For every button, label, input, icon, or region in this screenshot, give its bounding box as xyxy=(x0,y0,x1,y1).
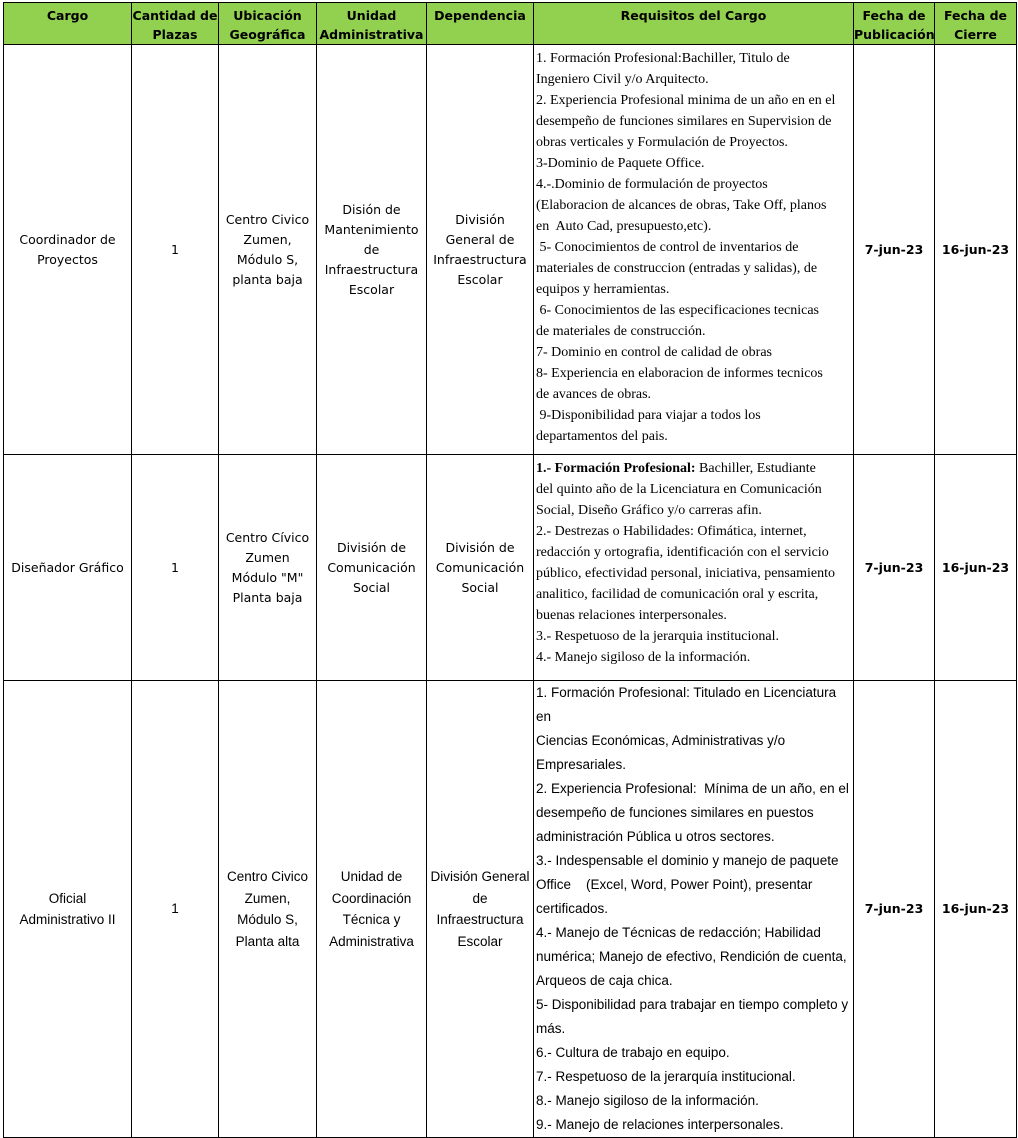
requisitos-line: del quinto año de la Licenciatura en Comunicación xyxy=(536,482,822,497)
cargo-cell: Oficial Administrativo II xyxy=(4,681,132,1138)
requisitos-line: 7.- Respetuoso de la jerarquía institucional. xyxy=(536,1069,796,1084)
header-publicacion: Fecha de Publicación xyxy=(854,3,935,45)
requisitos-line: analitico, facilidad de comunicación oral y escrita, xyxy=(536,587,819,602)
requisitos-line: 3.- Respetuoso de la jerarquia institucional. xyxy=(536,629,779,644)
requisitos-line: 2. Experiencia Profesional: Mínima de un año, en el xyxy=(536,781,849,796)
requisitos-line: 8- Experiencia en elaboracion de informes tecnicos xyxy=(536,366,823,381)
table-row xyxy=(4,681,1017,1138)
requisitos-line: redacción y ortografia, identificación con el servicio xyxy=(536,545,829,560)
requisitos-line: equipos y herramientas. xyxy=(536,282,670,297)
requisitos-line: buenas relaciones interpersonales. xyxy=(536,608,727,623)
table-row xyxy=(4,45,1017,455)
requisitos-line xyxy=(536,458,851,479)
requisitos-line: 5- Conocimientos de control de inventarios de xyxy=(536,240,799,255)
table-row xyxy=(4,455,1017,681)
vacancies-table xyxy=(3,2,1017,1138)
requisitos-line: 2. Experiencia Profesional minima de un año en en el xyxy=(536,93,836,108)
requisitos-line: Social, Diseño Gráfico y/o carreras afin. xyxy=(536,503,762,518)
cierre-cell: 16-jun-23 xyxy=(935,455,1017,681)
header-cantidad: Cantidad de Plazas xyxy=(132,3,219,45)
cargo-cell: Diseñador Gráfico xyxy=(4,455,132,681)
cargo-cell: Coordinador de Proyectos xyxy=(4,45,132,455)
requisitos-line: desempeño de funciones similares en Supervision de xyxy=(536,114,832,129)
requisitos-line: certificados. xyxy=(536,901,609,916)
ubicacion-cell: Centro Cívico Zumen Módulo "M" Planta baja xyxy=(219,455,317,681)
header-row xyxy=(4,3,1017,45)
ubicacion-cell: Centro Civico Zumen, Módulo S, Planta alta xyxy=(219,681,317,1138)
requisitos-line: Ciencias Económicas, Administrativas y/o xyxy=(536,733,786,748)
requisitos-cell xyxy=(534,45,854,455)
requisitos-line: 1. Formación Profesional: Titulado en Licenciatura en xyxy=(536,685,840,724)
ubicacion-cell: Centro Civico Zumen, Módulo S, planta baja xyxy=(219,45,317,455)
dependencia-cell: División General de Infraestructura Escolar xyxy=(427,681,534,1138)
cantidad-cell: 1 xyxy=(132,681,219,1138)
cantidad-cell: 1 xyxy=(132,45,219,455)
requisitos-line: 4.- Manejo sigiloso de la información. xyxy=(536,650,751,665)
requisitos-line: 9-Disponibilidad para viajar a todos los xyxy=(536,408,761,423)
requisitos-line: 2.- Destrezas o Habilidades: Ofimática, internet, xyxy=(536,524,807,539)
requisitos-cell xyxy=(534,681,854,1138)
requisitos-line: 6- Conocimientos de las especificaciones tecnicas xyxy=(536,303,820,318)
header-unidad: Unidad Administrativa xyxy=(317,3,427,45)
dependencia-cell: División de Comunicación Social xyxy=(427,455,534,681)
header-cargo: Cargo xyxy=(4,3,132,45)
requisitos-line: 4.- Manejo de Técnicas de redacción; Habilidad xyxy=(536,925,821,940)
requisitos-cell xyxy=(534,455,854,681)
requisitos-line: Ingeniero Civil y/o Arquitecto. xyxy=(536,72,709,87)
requisitos-line: de avances de obras. xyxy=(536,387,652,402)
requisitos-line: Arqueos de caja chica. xyxy=(536,973,673,988)
requisitos-line: 8.- Manejo sigiloso de la información. xyxy=(536,1093,759,1108)
requisitos-line: 3.- Indespensable el dominio y manejo de paquete xyxy=(536,853,839,868)
unidad-cell: Unidad de Coordinación Técnica y Administrativa xyxy=(317,681,427,1138)
requisitos-line: departamentos del pais. xyxy=(536,429,668,444)
dependencia-cell: División General de Infraestructura Escolar xyxy=(427,45,534,455)
header-ubicacion: Ubicación Geográfica xyxy=(219,3,317,45)
requisitos-line: 6.- Cultura de trabajo en equipo. xyxy=(536,1045,730,1060)
requisitos-line: Office (Excel, Word, Power Point), presentar xyxy=(536,877,813,892)
requisitos-line: 9.- Manejo de relaciones interpersonales. xyxy=(536,1117,784,1132)
header-cierre: Fecha de Cierre xyxy=(935,3,1017,45)
publicacion-cell: 7-jun-23 xyxy=(854,455,935,681)
requisitos-line: obras verticales y Formulación de Proyectos. xyxy=(536,135,788,150)
requisitos-lead: 1.- Formación Profesional: xyxy=(536,461,696,476)
cierre-cell: 16-jun-23 xyxy=(935,45,1017,455)
requisitos-line: (Elaboracion de alcances de obras, Take Off, planos xyxy=(536,198,827,213)
cantidad-cell: 1 xyxy=(132,455,219,681)
requisitos-line: 5- Disponibilidad para trabajar en tiempo completo y xyxy=(536,997,849,1012)
requisitos-line: Empresariales. xyxy=(536,757,627,772)
requisitos-line: en Auto Cad, presupuesto,etc). xyxy=(536,219,712,234)
requisitos-first-rest: Bachiller, Estudiante xyxy=(695,461,816,476)
requisitos-line: de materiales de construcción. xyxy=(536,324,706,339)
publicacion-cell: 7-jun-23 xyxy=(854,681,935,1138)
unidad-cell: División de Comunicación Social xyxy=(317,455,427,681)
unidad-cell: Disión de Mantenimiento de Infraestructura Escolar xyxy=(317,45,427,455)
requisitos-line: numérica; Manejo de efectivo, Rendición de cuenta, xyxy=(536,949,847,964)
publicacion-cell: 7-jun-23 xyxy=(854,45,935,455)
cierre-cell: 16-jun-23 xyxy=(935,681,1017,1138)
requisitos-line: desempeño de funciones similares en puestos xyxy=(536,805,814,820)
requisitos-line: 4.-.Dominio de formulación de proyectos xyxy=(536,177,768,192)
requisitos-line: 7- Dominio en control de calidad de obras xyxy=(536,345,772,360)
header-dependencia: Dependencia xyxy=(427,3,534,45)
requisitos-line: más. xyxy=(536,1021,566,1036)
requisitos-line: 1. Formación Profesional:Bachiller, Titulo de xyxy=(536,51,790,66)
requisitos-line: materiales de construccion (entradas y salidas), de xyxy=(536,261,818,276)
requisitos-line: público, efectividad personal, iniciativa, pensamiento xyxy=(536,566,835,581)
requisitos-line: 3-Dominio de Paquete Office. xyxy=(536,156,705,171)
requisitos-line: administración Pública u otros sectores. xyxy=(536,829,775,844)
header-requisitos: Requisitos del Cargo xyxy=(534,3,854,45)
